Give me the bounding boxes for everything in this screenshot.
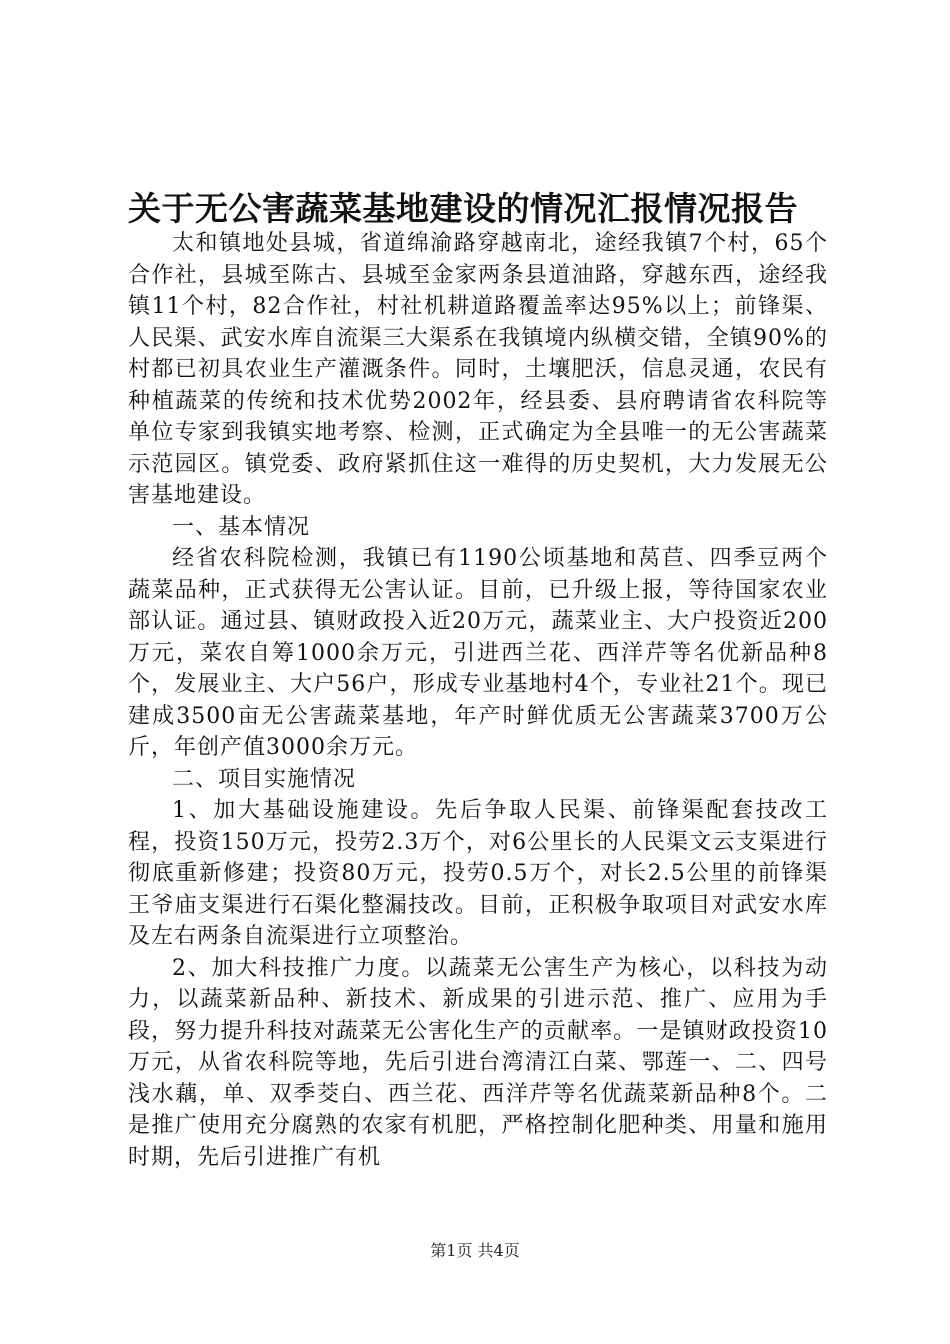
document-title: 关于无公害蔬菜基地建设的情况汇报情况报告 bbox=[128, 189, 798, 228]
page-number-footer: 第1页 共4页 bbox=[430, 1241, 520, 1260]
technology-paragraph: 2、加大科技推广力度。以蔬菜无公害生产为核心，以科技为动力，以蔬菜新品种、新技术、新成果的引进示范、推广、应用为手段，努力提升科技对蔬菜无公害化生产的贡献率。一是镇财政投资10万元，从省农科院等地，先后引进台湾清江白菜、鄂莲一、二、四号浅水藕，单、双季茭白、西兰花、西洋芹等名优蔬菜新品种8个。二是推广使用充分腐熟的农家有机肥，严格控制化肥种类、用量和施用时期，先后引进推广有机 bbox=[128, 955, 828, 1170]
basic-situation-paragraph: 经省农科院检测，我镇已有1190公顷基地和莴苣、四季豆两个蔬菜品种，正式获得无公害认证。目前，已升级上报，等待国家农业部认证。通过县、镇财政投入近20万元，蔬菜业主、大户投资近200万元，菜农自筹1000余万元，引进西兰花、西洋芹等名优新品种8个，发展业主、大户56户，形成专业基地村4个，专业社21个。现已建成3500亩无公害蔬菜基地，年产时鲜优质无公害蔬菜3700万公斤，年创产值3000余万元。 bbox=[128, 546, 828, 760]
infrastructure-paragraph: 1、加大基础设施建设。先后争取人民渠、前锋渠配套技改工程，投资150万元，投劳2.3万个，对6公里长的人民渠文云支渠进行彻底重新修建；投资80万元，投劳0.5万个，对长2.5公里的前锋渠王爷庙支渠进行石渠化整漏技改。目前，正积极争取项目对武安水库及左右两条自流渠进行立项整治。 bbox=[128, 798, 828, 949]
document-body bbox=[128, 228, 828, 1173]
section-heading-project-implementation: 二、项目实施情况 bbox=[172, 766, 357, 792]
intro-paragraph: 太和镇地处县城，省道绵渝路穿越南北，途经我镇7个村，65个合作社，县城至陈古、县城至金家两条县道油路，穿越东西，途经我镇11个村，82合作社，村社机耕道路覆盖率达95%以上；前锋渠、人民渠、武安水库自流渠三大渠系在我镇境内纵横交错，全镇90%的村都已初具农业生产灌溉条件。同时，土壤肥沃，信息灵通，农民有种植蔬菜的传统和技术优势2002年，经县委、县府聘请省农科院等单位专家到我镇实地考察、检测，正式确定为全县唯一的无公害蔬菜示范园区。镇党委、政府紧抓住这一难得的历史契机，大力发展无公害基地建设。 bbox=[128, 231, 828, 508]
section-heading-basic-situation: 一、基本情况 bbox=[172, 514, 311, 540]
